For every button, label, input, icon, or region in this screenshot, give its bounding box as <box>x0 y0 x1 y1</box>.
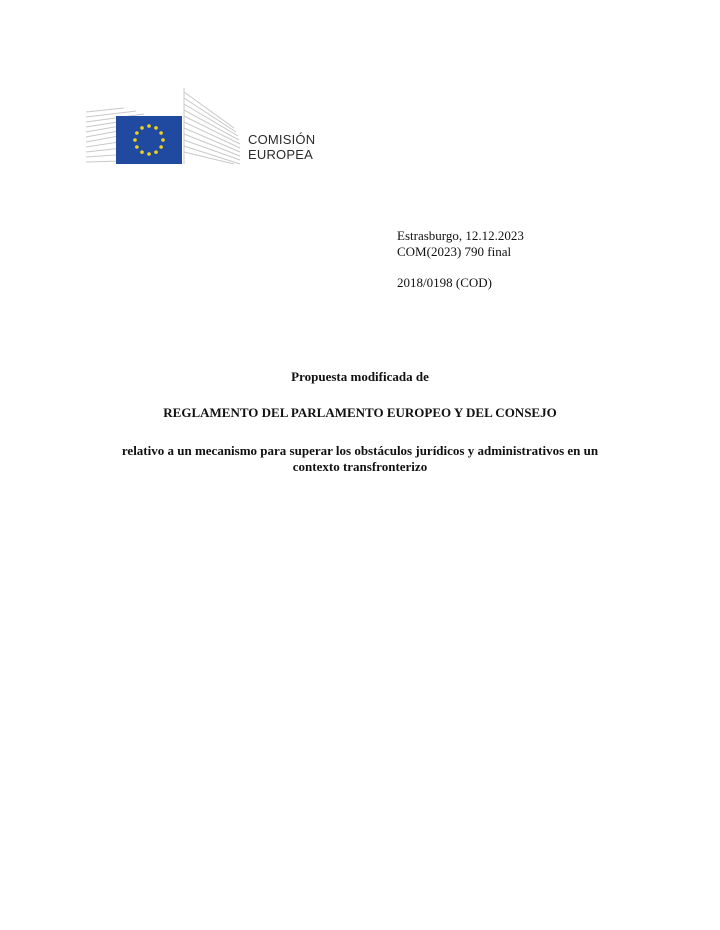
subject-line1: relativo a un mecanismo para superar los obstáculos jurídicos y administrativos en un <box>121 443 599 458</box>
eu-star <box>159 131 163 135</box>
organisation-name <box>248 132 315 162</box>
eu-star <box>161 138 165 142</box>
eu-star <box>147 124 151 128</box>
eu-star <box>140 126 144 130</box>
eu-star <box>147 152 151 156</box>
com-number: COM(2023) 790 final <box>397 244 512 259</box>
eu-star <box>154 126 158 130</box>
eu-flag <box>116 116 182 164</box>
eu-star <box>133 138 137 142</box>
eu-star <box>140 150 144 154</box>
organisation-name-line1: COMISIÓN <box>248 132 316 147</box>
organisation-name-line2: EUROPEA <box>248 147 313 162</box>
place-and-date: Estrasburgo, 12.12.2023 <box>397 228 524 243</box>
procedure-number: 2018/0198 (COD) <box>397 275 492 290</box>
document-reference <box>397 228 524 291</box>
act-title: REGLAMENTO DEL PARLAMENTO EUROPEO Y DEL CONSEJO <box>163 405 557 420</box>
subject-line2: contexto transfronterizo <box>292 459 428 474</box>
proposal-type: Propuesta modificada de <box>291 369 429 384</box>
eu-star <box>135 145 139 149</box>
subject <box>0 443 720 475</box>
eu-star <box>135 131 139 135</box>
eu-star <box>154 150 158 154</box>
eu-star <box>159 145 163 149</box>
